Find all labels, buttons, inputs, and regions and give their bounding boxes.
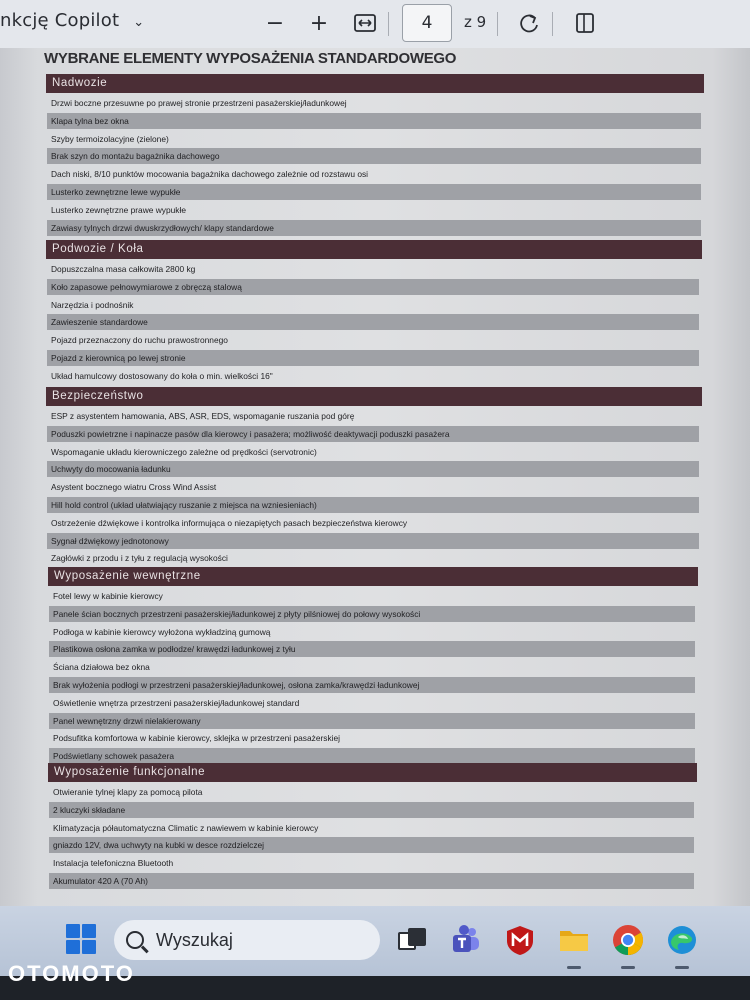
file-explorer-icon[interactable] [558, 924, 590, 956]
teams-icon[interactable] [450, 924, 482, 956]
windows-start-icon[interactable] [66, 924, 96, 954]
edge-icon[interactable] [666, 924, 698, 956]
equipment-item: Narzędzia i podnośnik [51, 299, 134, 310]
document-title: WYBRANE ELEMENTY WYPOSAŻENIA STANDARDOWEGO [44, 50, 457, 67]
chevron-down-icon: ⌄ [133, 15, 145, 30]
search-icon [126, 931, 144, 949]
equipment-item: Koło zapasowe pełnowymiarowe z obręczą stalową [47, 279, 699, 295]
zoom-in-button[interactable] [302, 8, 336, 38]
taskbar-search[interactable] [114, 920, 380, 960]
equipment-item: Wspomaganie układu kierowniczego zależne od prędkości (servotronic) [51, 446, 317, 457]
equipment-item: Brak szyn do montażu bagażnika dachowego [47, 148, 701, 164]
copilot-label: nkcję Copilot [0, 10, 120, 31]
equipment-item: Lusterko zewnętrzne lewe wypukłe [47, 184, 701, 200]
equipment-item: Podsufitka komfortowa w kabinie kierowcy, sklejka w przestrzeni pasażerskiej [53, 733, 341, 744]
equipment-item: Instalacja telefoniczna Bluetooth [53, 858, 174, 869]
fit-width-button[interactable] [348, 8, 382, 38]
zoom-out-button[interactable] [258, 8, 292, 38]
mcafee-icon[interactable] [504, 924, 536, 956]
fit-width-icon [354, 14, 376, 32]
equipment-item: Dach niski, 8/10 punktów mocowania bagażnika dachowego zależnie od rozstawu osi [51, 169, 369, 180]
section-header: Wyposażenie funkcjonalne [48, 763, 697, 782]
equipment-item: Plastikowa osłona zamka w podłodze/ krawędzi ładunkowej z tyłu [49, 641, 695, 657]
chrome-icon[interactable] [612, 924, 644, 956]
section-header: Wyposażenie wewnętrzne [48, 567, 698, 586]
rotate-icon [518, 12, 540, 34]
equipment-item: Szyby termoizolacyjne (zielone) [51, 133, 169, 144]
equipment-item: Akumulator 420 A (70 Ah) [49, 873, 694, 889]
equipment-item: Pojazd z kierownicą po lewej stronie [47, 350, 699, 366]
task-view-icon[interactable] [396, 924, 428, 956]
equipment-item: Fotel lewy w kabinie kierowcy [53, 591, 163, 601]
zoom-in-icon: + [309, 10, 329, 36]
running-indicator [621, 966, 635, 969]
copilot-button[interactable] [0, 10, 144, 31]
equipment-item: Zawiasy tylnych drzwi dwuskrzydłowych/ klapy standardowe [47, 220, 701, 236]
running-indicator [567, 966, 581, 969]
page-view-button[interactable] [568, 8, 602, 38]
equipment-item: Klimatyzacja półautomatyczna Climatic z nawiewem w kabinie kierowcy [53, 822, 319, 833]
rotate-button[interactable] [512, 8, 546, 38]
running-indicator [675, 966, 689, 969]
equipment-item: Zagłówki z przodu i z tyłu z regulacją wysokości [51, 553, 228, 564]
zoom-out-icon: − [265, 10, 285, 36]
equipment-item: Brak wyłożenia podłogi w przestrzeni pasażerskiej/ładunkowej, osłona zamka/krawędzi ładunkowej [49, 677, 695, 693]
pdf-toolbar [0, 0, 750, 48]
page-view-icon [575, 12, 595, 34]
equipment-item: Sygnał dźwiękowy jednotonowy [47, 533, 699, 549]
section-header: Nadwozie [46, 74, 704, 93]
equipment-item: Lusterko zewnętrzne prawe wypukłe [51, 204, 186, 215]
toolbar-divider [497, 12, 498, 36]
search-label: Wyszukaj [156, 929, 233, 950]
toolbar-divider [552, 12, 553, 36]
toolbar-divider [388, 12, 389, 36]
section-header: Bezpieczeństwo [46, 387, 702, 406]
page-count: z 9 [464, 13, 487, 31]
equipment-item: Podświetlany schowek pasażera [49, 748, 695, 764]
equipment-item: Klapa tylna bez okna [47, 113, 701, 129]
pdf-page [0, 48, 750, 906]
equipment-item: Panele ścian bocznych przestrzeni pasażerskiej/ładunkowej z płyty pilśniowej do połowy wysokości [49, 606, 695, 622]
equipment-item: Panel wewnętrzny drzwi nielakierowany [49, 713, 695, 729]
equipment-item: Układ hamulcowy dostosowany do koła o min. wielkości 16" [51, 370, 273, 381]
equipment-item: ESP z asystentem hamowania, ABS, ASR, EDS, wspomaganie ruszania pod górę [51, 411, 355, 421]
current-page: 4 [421, 13, 433, 33]
equipment-item: 2 kluczyki składane [49, 802, 694, 818]
equipment-item: Uchwyty do mocowania ładunku [47, 461, 699, 477]
equipment-item: Oświetlenie wnętrza przestrzeni pasażerskiej/ładunkowej standard [53, 697, 300, 708]
page-number-input[interactable] [402, 4, 452, 42]
equipment-item: Zawieszenie standardowe [47, 314, 699, 330]
otomoto-watermark: OTOMOTO [8, 961, 135, 986]
equipment-item: Hill hold control (układ ułatwiający ruszanie z miejsca na wzniesieniach) [47, 497, 699, 513]
equipment-item: Otwieranie tylnej klapy za pomocą pilota [53, 787, 203, 797]
equipment-item: Dopuszczalna masa całkowita 2800 kg [51, 264, 196, 274]
equipment-item: Ostrzeżenie dźwiękowe i kontrolka informująca o niezapiętych pasach bezpieczeństwa kierowcy [51, 517, 408, 528]
equipment-item: Poduszki powietrzne i napinacze pasów dla kierowcy i pasażera; możliwość deaktywacji poduszki pasażera [47, 426, 699, 442]
equipment-item: Asystent bocznego wiatru Cross Wind Assist [51, 482, 217, 493]
equipment-item: Ściana działowa bez okna [53, 662, 150, 673]
section-header: Podwozie / Koła [46, 240, 702, 259]
equipment-item: Podłoga w kabinie kierowcy wyłożona wykładziną gumową [53, 626, 271, 637]
equipment-item: gniazdo 12V, dwa uchwyty na kubki w desce rozdzielczej [49, 837, 694, 853]
equipment-item: Drzwi boczne przesuwne po prawej stronie przestrzeni pasażerskiej/ładunkowej [51, 98, 347, 108]
equipment-item: Pojazd przeznaczony do ruchu prawostronnego [51, 335, 228, 346]
